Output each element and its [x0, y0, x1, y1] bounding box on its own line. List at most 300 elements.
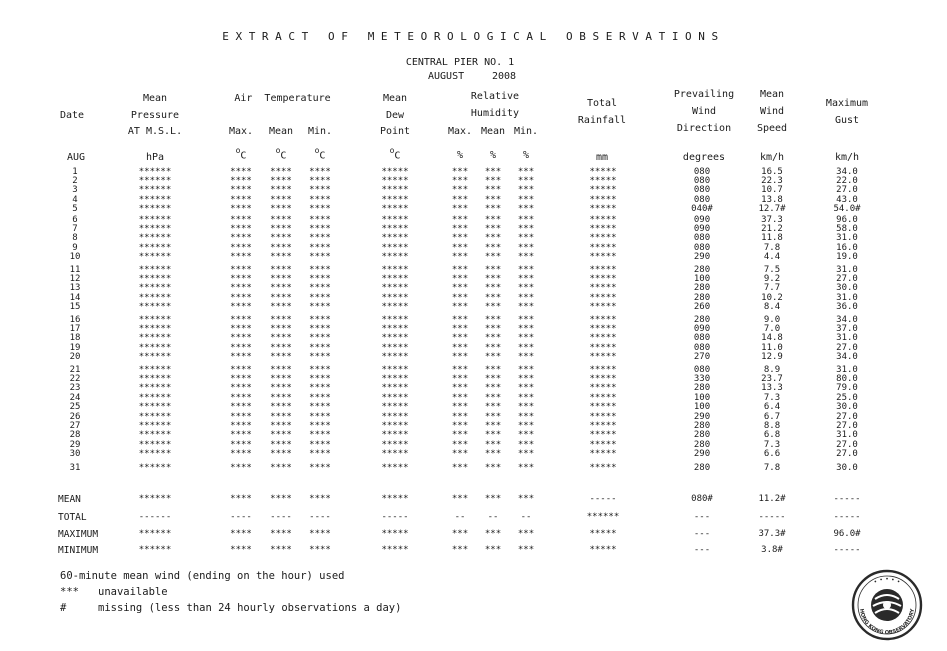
report-year: 2008 — [492, 71, 517, 82]
temp-max-cell: **** — [230, 301, 252, 312]
humidity-mean-cell: *** — [484, 401, 502, 412]
summary-dew-point-cell: ***** — [381, 494, 409, 504]
humidity-max-cell: *** — [451, 203, 469, 214]
rainfall-cell: ***** — [589, 430, 617, 441]
humidity-max-cell: *** — [451, 185, 469, 196]
date-cell: 18 — [69, 333, 81, 344]
col-pressure-line1: Mean — [142, 93, 168, 104]
temp-min-cell: **** — [309, 176, 331, 187]
summary-temp-mean-cell: **** — [270, 545, 292, 555]
wind-direction-cell: 280 — [693, 430, 711, 441]
dew-point-cell: ***** — [381, 185, 409, 196]
summary-temp-min-cell: **** — [309, 494, 331, 504]
date-cell: 8 — [72, 233, 78, 244]
rainfall-cell: ***** — [589, 194, 617, 205]
col-rain-unit: mm — [595, 152, 609, 163]
temp-max-cell: **** — [230, 365, 252, 375]
temp-max-cell: **** — [230, 292, 252, 303]
summary-temp-max-cell: **** — [230, 494, 252, 504]
summary-wind-direction-cell: --- — [693, 529, 711, 539]
max-gust-cell: 31.0 — [836, 365, 858, 375]
max-gust-cell: 37.0 — [836, 324, 858, 335]
humidity-min-cell: *** — [517, 374, 535, 385]
humidity-max-cell: *** — [451, 342, 469, 353]
temp-mean-cell: **** — [270, 167, 292, 177]
dew-point-cell: ***** — [381, 448, 409, 459]
rainfall-cell: ***** — [589, 215, 617, 225]
max-gust-cell: 22.0 — [836, 176, 858, 187]
humidity-min-cell: *** — [517, 315, 535, 325]
wind-speed-cell: 6.4 — [763, 401, 781, 412]
humidity-mean-cell: *** — [484, 365, 502, 375]
wind-speed-cell: 7.0 — [763, 324, 781, 335]
temp-mean-cell: **** — [270, 251, 292, 262]
pressure-cell: ****** — [138, 374, 172, 385]
humidity-mean-cell: *** — [484, 351, 502, 362]
wind-speed-cell: 4.4 — [763, 251, 781, 262]
rainfall-cell: ***** — [589, 463, 617, 473]
max-gust-cell: 31.0 — [836, 292, 858, 303]
temp-min-cell: **** — [309, 265, 331, 275]
humidity-max-cell: *** — [451, 283, 469, 294]
temp-min-cell: **** — [309, 194, 331, 205]
footnote-missing: missing (less than 24 hourly observations a day) — [98, 602, 402, 614]
dew-point-cell: ***** — [381, 421, 409, 432]
humidity-max-cell: *** — [451, 333, 469, 344]
humidity-mean-cell: *** — [484, 194, 502, 205]
temp-min-cell: **** — [309, 292, 331, 303]
date-cell: 3 — [72, 185, 78, 196]
humidity-max-cell: *** — [451, 167, 469, 177]
wind-direction-cell: 260 — [693, 301, 711, 312]
wind-speed-cell: 7.8 — [763, 463, 781, 473]
rainfall-cell: ***** — [589, 342, 617, 353]
humidity-min-cell: *** — [517, 430, 535, 441]
rainfall-cell: ***** — [589, 383, 617, 394]
rainfall-cell: ***** — [589, 301, 617, 312]
wind-direction-cell: 100 — [693, 274, 711, 285]
humidity-mean-cell: *** — [484, 292, 502, 303]
wind-direction-cell: 080 — [693, 194, 711, 205]
temp-mean-cell: **** — [270, 242, 292, 253]
temp-mean-cell: **** — [270, 401, 292, 412]
max-gust-cell: 31.0 — [836, 233, 858, 244]
dew-point-cell: ***** — [381, 265, 409, 275]
humidity-mean-cell: *** — [484, 185, 502, 196]
temp-min-cell: **** — [309, 448, 331, 459]
wind-direction-cell: 280 — [693, 315, 711, 325]
temp-max-cell: **** — [230, 315, 252, 325]
summary-pressure-cell: ****** — [138, 494, 172, 504]
temp-max-cell: **** — [230, 333, 252, 344]
temp-min-cell: **** — [309, 421, 331, 432]
temp-mean-cell: **** — [270, 301, 292, 312]
rainfall-cell: ***** — [589, 176, 617, 187]
summary-humidity-mean-cell: *** — [484, 529, 502, 539]
temp-max-cell: **** — [230, 439, 252, 450]
humidity-max-cell: *** — [451, 421, 469, 432]
humidity-mean-cell: *** — [484, 315, 502, 325]
humidity-min-cell: *** — [517, 167, 535, 177]
temp-mean-cell: **** — [270, 448, 292, 459]
humidity-mean-cell: *** — [484, 203, 502, 214]
humidity-min-cell: *** — [517, 301, 535, 312]
humidity-mean-cell: *** — [484, 251, 502, 262]
max-gust-cell: 30.0 — [836, 401, 858, 412]
col-airtemp-min-unit: $^o$C — [314, 146, 326, 162]
humidity-min-cell: *** — [517, 383, 535, 394]
temp-max-cell: **** — [230, 185, 252, 196]
rainfall-cell: ***** — [589, 365, 617, 375]
col-airtemp-max-unit: $^o$C — [235, 146, 247, 162]
observatory-seal-logo — [851, 569, 923, 641]
date-cell: 26 — [69, 412, 81, 422]
humidity-mean-cell: *** — [484, 374, 502, 385]
wind-speed-cell: 12.7# — [758, 203, 786, 214]
temp-mean-cell: **** — [270, 374, 292, 385]
wind-direction-cell: 280 — [693, 463, 711, 473]
pressure-cell: ****** — [138, 315, 172, 325]
col-pressure-line3: AT M.S.L. — [127, 126, 183, 137]
temp-min-cell: **** — [309, 333, 331, 344]
pressure-cell: ****** — [138, 430, 172, 441]
pressure-cell: ****** — [138, 194, 172, 205]
temp-min-cell: **** — [309, 342, 331, 353]
humidity-max-cell: *** — [451, 392, 469, 403]
humidity-max-cell: *** — [451, 292, 469, 303]
summary-dew-point-cell: ***** — [381, 545, 409, 555]
date-cell: 5 — [72, 203, 78, 214]
temp-max-cell: **** — [230, 374, 252, 385]
humidity-min-cell: *** — [517, 176, 535, 187]
col-windspeed-line1: Mean — [759, 89, 785, 100]
date-cell: 2 — [72, 176, 78, 187]
temp-min-cell: **** — [309, 351, 331, 362]
wind-direction-cell: 330 — [693, 374, 711, 385]
temp-mean-cell: **** — [270, 176, 292, 187]
humidity-min-cell: *** — [517, 401, 535, 412]
rainfall-cell: ***** — [589, 167, 617, 177]
document-title: EXTRACT OF METEOROLOGICAL OBSERVATIONS — [222, 30, 725, 43]
col-humidity-mean: Mean — [480, 126, 506, 137]
col-windspeed-unit: km/h — [759, 152, 785, 163]
summary-label-total: TOTAL — [58, 512, 87, 523]
temp-mean-cell: **** — [270, 351, 292, 362]
temp-mean-cell: **** — [270, 203, 292, 214]
wind-speed-cell: 8.9 — [763, 365, 781, 375]
date-cell: 29 — [69, 439, 81, 450]
col-dew-line1: Mean — [382, 93, 408, 104]
temp-mean-cell: **** — [270, 430, 292, 441]
humidity-min-cell: *** — [517, 242, 535, 253]
temp-mean-cell: **** — [270, 215, 292, 225]
temp-min-cell: **** — [309, 463, 331, 473]
wind-direction-cell: 280 — [693, 439, 711, 450]
wind-direction-cell: 280 — [693, 421, 711, 432]
date-cell: 4 — [72, 194, 78, 205]
rainfall-cell: ***** — [589, 185, 617, 196]
wind-speed-cell: 11.0 — [761, 342, 783, 353]
dew-point-cell: ***** — [381, 283, 409, 294]
summary-max-gust-cell: ----- — [833, 494, 861, 504]
footnote-wind-method: 60-minute mean wind (ending on the hour) used — [60, 570, 345, 582]
pressure-cell: ****** — [138, 224, 172, 235]
wind-direction-cell: 080 — [693, 176, 711, 187]
summary-temp-mean-cell: **** — [270, 494, 292, 504]
rainfall-cell: ***** — [589, 439, 617, 450]
dew-point-cell: ***** — [381, 365, 409, 375]
temp-mean-cell: **** — [270, 463, 292, 473]
humidity-mean-cell: *** — [484, 342, 502, 353]
col-humidity-line1: Relative — [470, 91, 520, 102]
humidity-max-cell: *** — [451, 412, 469, 422]
humidity-max-cell: *** — [451, 265, 469, 275]
summary-max-gust-cell: 96.0# — [833, 529, 861, 539]
pressure-cell: ****** — [138, 421, 172, 432]
svg-text:• • • • •: • • • • • — [872, 576, 902, 587]
date-cell: 28 — [69, 430, 81, 441]
max-gust-cell: 25.0 — [836, 392, 858, 403]
humidity-mean-cell: *** — [484, 301, 502, 312]
humidity-min-cell: *** — [517, 283, 535, 294]
humidity-mean-cell: *** — [484, 448, 502, 459]
max-gust-cell: 16.0 — [836, 242, 858, 253]
date-cell: 17 — [69, 324, 81, 335]
dew-point-cell: ***** — [381, 292, 409, 303]
temp-min-cell: **** — [309, 439, 331, 450]
date-cell: 27 — [69, 421, 81, 432]
col-dew-line2: Dew — [385, 110, 405, 121]
rainfall-cell: ***** — [589, 233, 617, 244]
rainfall-cell: ***** — [589, 283, 617, 294]
humidity-min-cell: *** — [517, 333, 535, 344]
dew-point-cell: ***** — [381, 203, 409, 214]
max-gust-cell: 79.0 — [836, 383, 858, 394]
wind-speed-cell: 7.3 — [763, 439, 781, 450]
humidity-max-cell: *** — [451, 374, 469, 385]
humidity-mean-cell: *** — [484, 421, 502, 432]
col-airtemp-mean-unit: $^o$C — [275, 146, 287, 162]
temp-max-cell: **** — [230, 324, 252, 335]
max-gust-cell: 96.0 — [836, 215, 858, 225]
dew-point-cell: ***** — [381, 242, 409, 253]
temp-max-cell: **** — [230, 383, 252, 394]
wind-direction-cell: 040# — [691, 203, 713, 214]
dew-point-cell: ***** — [381, 374, 409, 385]
humidity-mean-cell: *** — [484, 439, 502, 450]
humidity-mean-cell: *** — [484, 167, 502, 177]
humidity-min-cell: *** — [517, 251, 535, 262]
date-cell: 12 — [69, 274, 81, 285]
temp-min-cell: **** — [309, 412, 331, 422]
humidity-min-cell: *** — [517, 233, 535, 244]
summary-temp-min-cell: **** — [309, 545, 331, 555]
temp-max-cell: **** — [230, 283, 252, 294]
humidity-mean-cell: *** — [484, 283, 502, 294]
wind-speed-cell: 12.9 — [761, 351, 783, 362]
rainfall-cell: ***** — [589, 374, 617, 385]
summary-humidity-max-cell: *** — [451, 529, 469, 539]
humidity-min-cell: *** — [517, 215, 535, 225]
wind-speed-cell: 16.5 — [761, 167, 783, 177]
humidity-mean-cell: *** — [484, 324, 502, 335]
temp-max-cell: **** — [230, 251, 252, 262]
summary-rainfall-cell: ****** — [586, 512, 620, 522]
pressure-cell: ****** — [138, 251, 172, 262]
wind-speed-cell: 8.4 — [763, 301, 781, 312]
wind-speed-cell: 21.2 — [761, 224, 783, 235]
temp-min-cell: **** — [309, 167, 331, 177]
date-cell: 21 — [69, 365, 81, 375]
max-gust-cell: 34.0 — [836, 315, 858, 325]
summary-wind-speed-cell: 37.3# — [758, 529, 786, 539]
pressure-cell: ****** — [138, 365, 172, 375]
temp-mean-cell: **** — [270, 185, 292, 196]
humidity-min-cell: *** — [517, 224, 535, 235]
pressure-cell: ****** — [138, 342, 172, 353]
temp-mean-cell: **** — [270, 365, 292, 375]
summary-temp-min-cell: ---- — [309, 512, 331, 522]
wind-speed-cell: 13.3 — [761, 383, 783, 394]
col-humidity-max: Max. — [447, 126, 473, 137]
col-date-header: Date — [60, 110, 85, 121]
temp-max-cell: **** — [230, 203, 252, 214]
humidity-max-cell: *** — [451, 430, 469, 441]
temp-max-cell: **** — [230, 176, 252, 187]
pressure-cell: ****** — [138, 401, 172, 412]
humidity-max-cell: *** — [451, 383, 469, 394]
pressure-cell: ****** — [138, 392, 172, 403]
col-winddir-line1: Prevailing — [673, 89, 735, 100]
temp-max-cell: **** — [230, 342, 252, 353]
humidity-mean-cell: *** — [484, 392, 502, 403]
max-gust-cell: 27.0 — [836, 439, 858, 450]
max-gust-cell: 27.0 — [836, 448, 858, 459]
rainfall-cell: ***** — [589, 324, 617, 335]
dew-point-cell: ***** — [381, 167, 409, 177]
rainfall-cell: ***** — [589, 203, 617, 214]
pressure-cell: ****** — [138, 283, 172, 294]
col-winddir-line3: Direction — [676, 123, 732, 134]
wind-direction-cell: 080 — [693, 365, 711, 375]
temp-mean-cell: **** — [270, 233, 292, 244]
temp-max-cell: **** — [230, 274, 252, 285]
temp-mean-cell: **** — [270, 324, 292, 335]
summary-temp-mean-cell: **** — [270, 529, 292, 539]
temp-max-cell: **** — [230, 215, 252, 225]
humidity-mean-cell: *** — [484, 412, 502, 422]
date-cell: 13 — [69, 283, 81, 294]
humidity-max-cell: *** — [451, 315, 469, 325]
humidity-max-cell: *** — [451, 301, 469, 312]
pressure-cell: ****** — [138, 351, 172, 362]
wind-speed-cell: 6.7 — [763, 412, 781, 422]
col-rain-line1: Total — [586, 98, 618, 109]
temp-mean-cell: **** — [270, 421, 292, 432]
summary-max-gust-cell: ----- — [833, 512, 861, 522]
pressure-cell: ****** — [138, 439, 172, 450]
humidity-mean-cell: *** — [484, 176, 502, 187]
summary-temp-mean-cell: ---- — [270, 512, 292, 522]
temp-max-cell: **** — [230, 421, 252, 432]
date-cell: 22 — [69, 374, 81, 385]
max-gust-cell: 36.0 — [836, 301, 858, 312]
temp-mean-cell: **** — [270, 392, 292, 403]
humidity-min-cell: *** — [517, 412, 535, 422]
humidity-max-cell: *** — [451, 233, 469, 244]
temp-max-cell: **** — [230, 224, 252, 235]
pressure-cell: ****** — [138, 242, 172, 253]
temp-min-cell: **** — [309, 392, 331, 403]
col-gust-line1: Maximum — [825, 98, 869, 109]
humidity-max-cell: *** — [451, 251, 469, 262]
pressure-cell: ****** — [138, 274, 172, 285]
humidity-mean-cell: *** — [484, 224, 502, 235]
temp-mean-cell: **** — [270, 265, 292, 275]
dew-point-cell: ***** — [381, 274, 409, 285]
dew-point-cell: ***** — [381, 233, 409, 244]
max-gust-cell: 31.0 — [836, 430, 858, 441]
rainfall-cell: ***** — [589, 224, 617, 235]
max-gust-cell: 31.0 — [836, 265, 858, 275]
temp-max-cell: **** — [230, 351, 252, 362]
temp-max-cell: **** — [230, 412, 252, 422]
dew-point-cell: ***** — [381, 324, 409, 335]
col-humidity-min: Min. — [513, 126, 539, 137]
dew-point-cell: ***** — [381, 430, 409, 441]
humidity-min-cell: *** — [517, 274, 535, 285]
summary-wind-speed-cell: 3.8# — [761, 545, 783, 555]
humidity-min-cell: *** — [517, 448, 535, 459]
humidity-min-cell: *** — [517, 463, 535, 473]
max-gust-cell: 58.0 — [836, 224, 858, 235]
col-airtemp-max: Max. — [228, 126, 254, 137]
humidity-min-cell: *** — [517, 292, 535, 303]
temp-min-cell: **** — [309, 224, 331, 235]
rainfall-cell: ***** — [589, 315, 617, 325]
temp-min-cell: **** — [309, 365, 331, 375]
temp-mean-cell: **** — [270, 194, 292, 205]
temp-max-cell: **** — [230, 233, 252, 244]
rainfall-cell: ***** — [589, 401, 617, 412]
wind-speed-cell: 10.2 — [761, 292, 783, 303]
max-gust-cell: 34.0 — [836, 351, 858, 362]
wind-speed-cell: 7.7 — [763, 283, 781, 294]
dew-point-cell: ***** — [381, 176, 409, 187]
humidity-mean-cell: *** — [484, 265, 502, 275]
pressure-cell: ****** — [138, 265, 172, 275]
summary-humidity-mean-cell: *** — [484, 545, 502, 555]
temp-min-cell: **** — [309, 315, 331, 325]
col-dew-unit: $^o$C — [389, 146, 401, 162]
dew-point-cell: ***** — [381, 439, 409, 450]
wind-direction-cell: 290 — [693, 448, 711, 459]
temp-min-cell: **** — [309, 215, 331, 225]
humidity-min-cell: *** — [517, 342, 535, 353]
col-gust-line2: Gust — [834, 115, 860, 126]
date-cell: 11 — [69, 265, 81, 275]
humidity-max-cell: *** — [451, 351, 469, 362]
col-airtemp-min: Min. — [307, 126, 333, 137]
wind-direction-cell: 090 — [693, 215, 711, 225]
humidity-mean-cell: *** — [484, 242, 502, 253]
rainfall-cell: ***** — [589, 448, 617, 459]
rainfall-cell: ***** — [589, 274, 617, 285]
humidity-min-cell: *** — [517, 194, 535, 205]
humidity-max-cell: *** — [451, 176, 469, 187]
wind-direction-cell: 280 — [693, 265, 711, 275]
pressure-cell: ****** — [138, 333, 172, 344]
